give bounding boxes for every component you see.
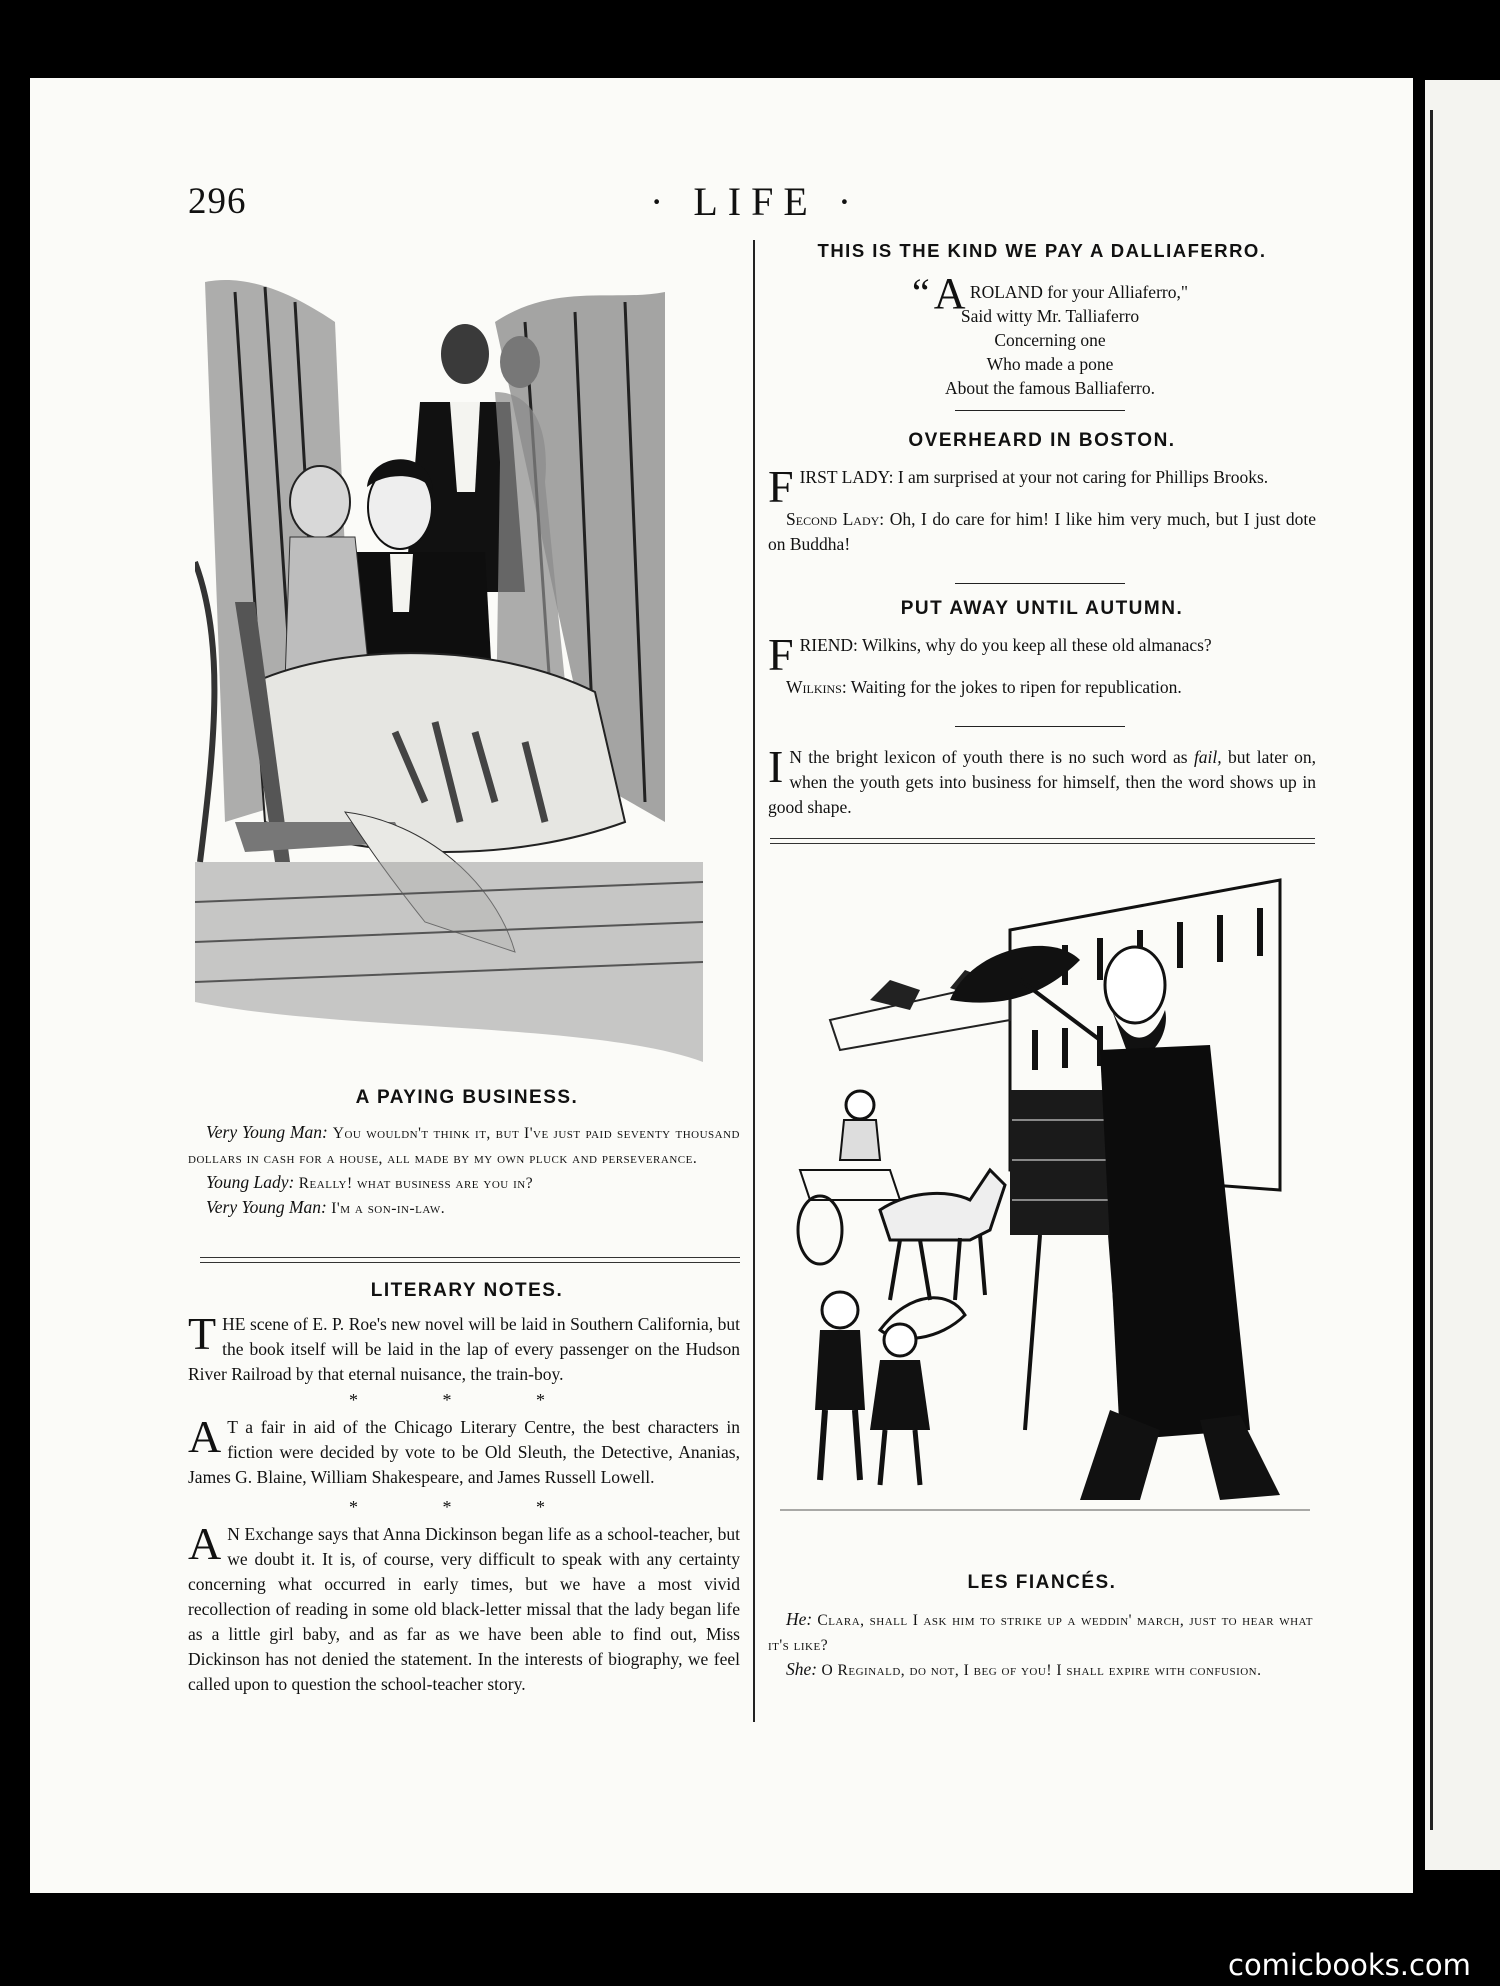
drop-cap: F: [768, 629, 794, 680]
paying-business-dialog: [188, 1120, 740, 1220]
drop-cap: I: [768, 741, 784, 792]
section-divider: [955, 726, 1125, 727]
column-divider: [753, 240, 755, 1722]
dialog-line: Waiting for the jokes to ripen for republication.: [850, 677, 1182, 697]
fiances-title: LES FIANCÉS.: [967, 1572, 1117, 1593]
section-divider: [200, 1257, 740, 1263]
paragraph-text: HE scene of E. P. Roe's new novel will be laid in Southern California, but the book itself will be laid in the lap of every passenger on the Hudson River Railroad by that eternal nuisance, the train-boy.: [188, 1314, 740, 1384]
section-stars: * * *: [349, 1497, 585, 1517]
section-divider: [955, 410, 1125, 411]
drop-cap: F: [768, 461, 794, 512]
autumn-title: PUT AWAY UNTIL AUTUMN.: [900, 598, 1184, 619]
speaker-label: He:: [786, 1609, 813, 1629]
page-number: 296: [188, 181, 247, 222]
dalliaferro-title: THIS IS THE KIND WE PAY A DALLIAFERRO.: [817, 240, 1267, 261]
section-divider: [955, 583, 1125, 584]
literary-notes-title: LITERARY NOTES.: [370, 1280, 564, 1301]
speaker-label: IRST LADY:: [799, 467, 894, 487]
poem-line: Concerning one: [994, 330, 1106, 350]
speaker-label: RIEND:: [799, 635, 858, 655]
boston-dialog: [768, 461, 1316, 557]
drop-cap: A: [188, 1411, 222, 1462]
dialog-line: Really! what business are you in?: [298, 1175, 534, 1192]
dialog-line: You wouldn't think it, but I've just paid seventy thousand dollars in cash for a house, all made by my own pluck and perseverance.: [188, 1125, 740, 1167]
dialog-line: Oh, I do care for him! I like him very much, but I just dote on Buddha!: [768, 509, 1316, 554]
organ-grinder-illustration: [780, 870, 1310, 1560]
poem-line: About the famous Balliaferro.: [945, 378, 1155, 398]
literary-note-1: [188, 1308, 740, 1387]
adjacent-page-edge: [1425, 80, 1500, 1870]
masthead-title: · LIFE ·: [650, 179, 862, 224]
literary-note-2: [188, 1411, 740, 1490]
speaker-label: She:: [786, 1659, 818, 1679]
dialog-line: I'm a son-in-law.: [331, 1200, 446, 1217]
poem-line: ROLAND for your Alliaferro,": [969, 282, 1188, 302]
dialog-line: I am surprised at your not caring for Phillips Brooks.: [897, 467, 1269, 487]
paragraph-text: N Exchange says that Anna Dickinson began life as a school-teacher, but we doubt it. It is, of course, very difficult to speak with any certainty concerning what occurred in early times, but we have a most vivid recollection of reading in some old black-letter missal that the lady began life as a little girl baby, and as far as we have been able to find out, Miss Dickinson has not denied the statement. In the interests of biography, we feel called upon to question the school-teacher story.: [188, 1524, 740, 1694]
paragraph-text: N the bright lexicon of youth there is no such word as: [789, 747, 1188, 767]
boston-title: OVERHEARD IN BOSTON.: [908, 430, 1176, 451]
paragraph-text: T a fair in aid of the Chicago Literary Centre, the best characters in fiction were decided by vote to be Old Sleuth, the Detective, Ananias, James G. Blaine, William Shakespeare, and James Russell Lowell.: [188, 1417, 740, 1487]
section-stars: * * *: [349, 1390, 585, 1410]
poem-line: Said witty Mr. Talliaferro: [960, 306, 1140, 326]
literary-note-3: [188, 1518, 740, 1697]
site-watermark: comicbooks.com: [1228, 1948, 1471, 1982]
speaker-label: Very Young Man:: [206, 1197, 327, 1217]
page-gutter-line: [1430, 110, 1433, 1830]
speaker-label: Wilkins:: [786, 677, 847, 697]
dialog-line: Wilkins, why do you keep all these old almanacs?: [861, 635, 1212, 655]
parlor-scene-illustration: [195, 262, 703, 1062]
emphasis-text: fail,: [1193, 747, 1222, 767]
section-divider: [770, 838, 1315, 844]
lexicon-paragraph: [768, 741, 1317, 820]
dialog-line: Clara, shall I ask him to strike up a weddin' march, just to hear what it's like?: [768, 1612, 1313, 1654]
drop-cap: T: [188, 1308, 217, 1359]
drop-cap: A: [188, 1518, 222, 1569]
poem-line: Who made a pone: [986, 354, 1114, 374]
speaker-label: Very Young Man:: [206, 1122, 328, 1142]
drop-cap: A: [933, 269, 966, 318]
dialog-line: O Reginald, do not, I beg of you! I shall expire with confusion.: [821, 1662, 1262, 1679]
speaker-label: Second Lady:: [786, 509, 885, 529]
speaker-label: Young Lady:: [206, 1172, 295, 1192]
paragraph-text: but later on, when the youth gets into business for himself, then the word shows up in good shape.: [768, 747, 1317, 817]
fiances-dialog: [768, 1607, 1313, 1682]
dalliaferro-poem: “A ROLAND for your Alliaferro," Said witty Mr. Talliaferro Concerning one Who made a pone About the famous Balliaferro.: [860, 272, 1240, 400]
paying-business-title: A PAYING BUSINESS.: [355, 1087, 579, 1108]
autumn-dialog: [768, 629, 1316, 700]
